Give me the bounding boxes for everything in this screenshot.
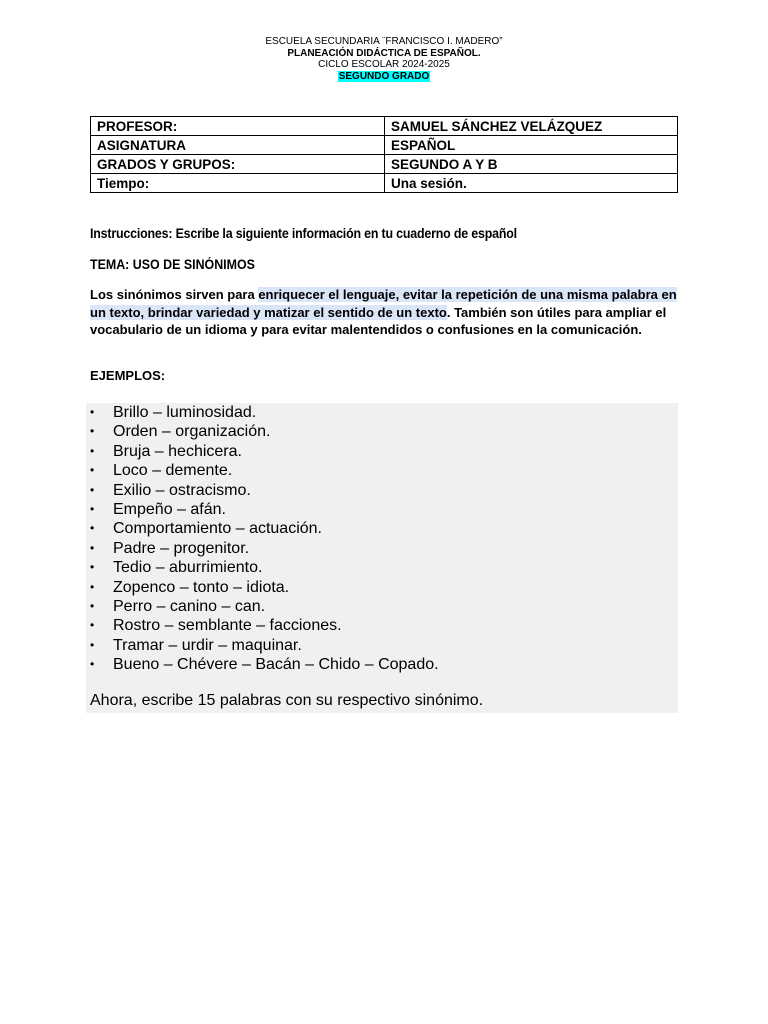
ciclo-escolar: CICLO ESCOLAR 2024-2025	[318, 59, 450, 70]
bullet-icon: •	[90, 443, 95, 458]
bullet-icon: •	[90, 502, 95, 517]
info-value: Una sesión.	[385, 174, 678, 193]
list-item: • Perro – canino – can.	[90, 598, 266, 616]
topic-title: TEMA: USO DE SINÓNIMOS	[90, 257, 255, 272]
table-row	[91, 155, 678, 174]
grado-highlight: SEGUNDO GRADO	[338, 70, 430, 82]
school-name: ESCUELA SECUNDARIA ¨FRANCISCO I. MADERO”	[265, 36, 503, 47]
list-item: • Tedio – aburrimiento.	[90, 559, 263, 577]
info-value: SAMUEL SÁNCHEZ VELÁZQUEZ	[385, 117, 678, 136]
info-label: ASIGNATURA	[91, 136, 385, 155]
table-row	[91, 117, 678, 136]
bullet-icon: •	[90, 560, 95, 575]
list-item: • Orden – organización.	[90, 423, 271, 441]
bullet-icon: •	[90, 424, 95, 439]
info-value: SEGUNDO A Y B	[385, 155, 678, 174]
list-item: • Padre – progenitor.	[90, 539, 250, 557]
closing-instruction: Ahora, escribe 15 palabras con su respectivo sinónimo.	[90, 692, 484, 709]
examples-list	[90, 403, 439, 675]
instructions: Instrucciones: Escribe la siguiente información en tu cuaderno de español	[90, 226, 517, 241]
bullet-icon: •	[90, 521, 95, 536]
bullet-icon: •	[90, 637, 95, 652]
list-item: • Comportamiento – actuación.	[90, 520, 322, 538]
list-item: • Bruja – hechicera.	[90, 442, 242, 460]
bullet-icon: •	[90, 463, 95, 478]
list-item: • Zopenco – tonto – idiota.	[90, 578, 290, 596]
list-item: • Exilio – ostracismo.	[90, 481, 251, 499]
table-row	[91, 136, 678, 155]
info-label: PROFESOR:	[91, 117, 385, 136]
info-value: ESPAÑOL	[385, 136, 678, 155]
table-row	[91, 174, 678, 193]
list-item: • Bueno – Chévere – Bacán – Chido – Copado.	[90, 656, 439, 674]
list-item: • Brillo – luminosidad.	[90, 404, 257, 421]
list-item: • Tramar – urdir – maquinar.	[90, 636, 302, 654]
examples-label: EJEMPLOS:	[90, 368, 166, 383]
definition-paragraph	[90, 286, 680, 339]
paragraph-text: Los sinónimos sirven para	[90, 287, 259, 302]
info-label: Tiempo:	[91, 174, 385, 193]
planeacion-title: PLANEACIÓN DIDÁCTICA DE ESPAÑOL.	[287, 47, 481, 59]
bullet-icon: •	[90, 482, 95, 497]
bullet-icon: •	[90, 657, 95, 672]
list-item: • Rostro – semblante – facciones.	[90, 617, 342, 635]
paragraph-text: . También son útiles para ampliar el vocabulario de un idioma y para evitar malentendidos o confusiones en la comunicación.	[90, 304, 667, 337]
document-header	[0, 36, 768, 82]
info-table	[90, 116, 678, 193]
highlighted-text: enriquecer el lenguaje, evitar la repetición de una misma palabra en un texto, brindar variedad y matizar el sentido de un texto	[90, 287, 677, 320]
list-item: • Empeño – afán.	[90, 501, 226, 519]
list-item: • Loco – demente.	[90, 462, 233, 480]
bullet-icon: •	[90, 618, 95, 633]
info-label: GRADOS Y GRUPOS:	[91, 155, 385, 174]
bullet-icon: •	[90, 405, 95, 419]
bullet-icon: •	[90, 540, 95, 555]
bullet-icon: •	[90, 599, 95, 614]
bullet-icon: •	[90, 579, 95, 594]
